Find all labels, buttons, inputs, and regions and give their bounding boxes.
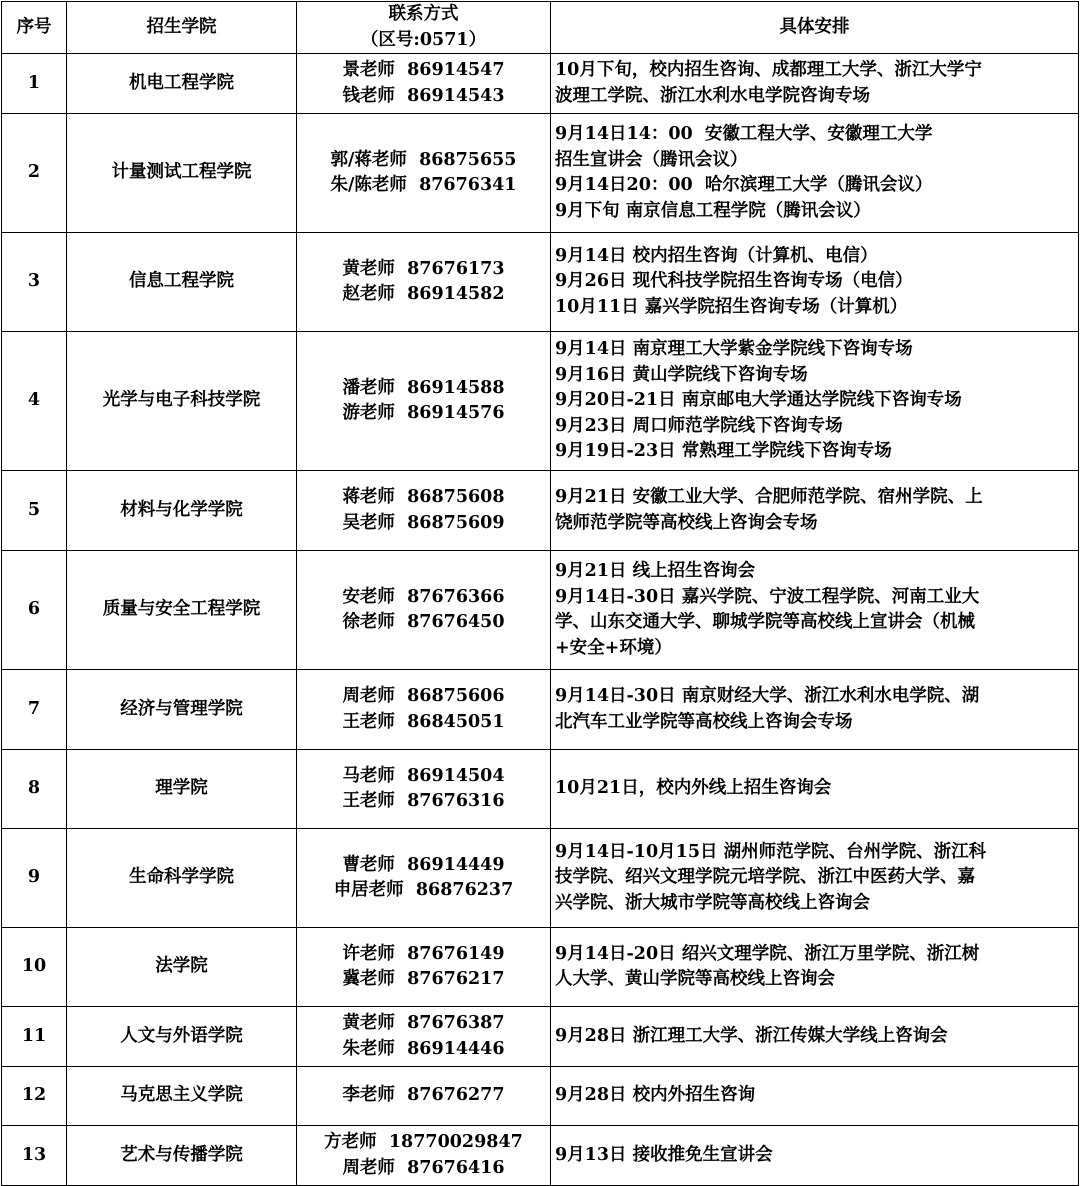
college-name: 法学院: [67, 928, 297, 1007]
college-name: 光学与电子科技学院: [67, 332, 297, 471]
table-row: [2, 471, 1079, 551]
header-row: [2, 2, 1079, 54]
plan-line: 9月14日 南京理工大学紫金学院线下咨询专场: [555, 339, 913, 360]
plan-line: 9月14日 校内招生咨询（计算机、电信）: [555, 245, 878, 266]
admissions-table: [1, 1, 1079, 1186]
plan-line: 饶师范学院等高校线上咨询会专场: [555, 512, 818, 533]
header-no: 序号: [2, 2, 67, 54]
header-contact-title: 联系方式: [388, 4, 459, 24]
contact-line: 黄老师 87676173: [342, 258, 505, 279]
row-number: 3: [2, 233, 67, 332]
college-name: 质量与安全工程学院: [67, 551, 297, 670]
contact-line: 吴老师 86875609: [342, 512, 505, 533]
table-row: [2, 750, 1079, 829]
college-name: 计量测试工程学院: [67, 114, 297, 233]
college-name: 艺术与传播学院: [67, 1126, 297, 1186]
contact-line: 马老师 86914504: [342, 765, 505, 786]
plan-line: 人大学、黄山学院等高校线上咨询会: [555, 969, 835, 989]
contact-cell: [297, 551, 551, 670]
row-number: 7: [2, 670, 67, 750]
table-row: [2, 551, 1079, 670]
plan-line: 波理工学院、浙江水利水电学院咨询专场: [555, 85, 870, 106]
contact-line: 周老师 87676416: [342, 1157, 505, 1178]
plan-line: 10月11日 嘉兴学院招生咨询专场（计算机）: [555, 296, 908, 317]
row-number: 10: [2, 928, 67, 1007]
contact-line: 赵老师 86914582: [342, 284, 505, 304]
plan-line: 9月14日14：00 安徽工程大学、安徽理工大学: [555, 124, 933, 144]
contact-cell: [297, 750, 551, 829]
header-college: 招生学院: [67, 2, 297, 54]
table-row: [2, 1007, 1079, 1067]
contact-cell: [297, 332, 551, 471]
plan-line: 9月21日 安徽工业大学、合肥师范学院、宿州学院、上: [555, 487, 983, 507]
contact-line: 景老师 86914547: [342, 60, 505, 80]
plan-line: 9月20日-21日 南京邮电大学通达学院线下咨询专场: [555, 390, 962, 411]
plan-line: 9月14日-20日 绍兴文理学院、浙江万里学院、浙江树: [555, 943, 980, 964]
contact-line: 方老师 18770029847: [324, 1132, 523, 1152]
plan-cell: [551, 1007, 1079, 1067]
plan-line: 9月14日-10月15日 湖州师范学院、台州学院、浙江科: [555, 841, 987, 862]
row-number: 8: [2, 750, 67, 829]
row-number: 2: [2, 114, 67, 233]
row-number: 12: [2, 1067, 67, 1126]
table-row: [2, 1126, 1079, 1186]
college-name: 马克思主义学院: [67, 1067, 297, 1126]
plan-line: +安全+环境）: [555, 637, 672, 658]
college-name: 理学院: [67, 750, 297, 829]
header-contact: [297, 2, 551, 54]
plan-cell: [551, 750, 1079, 829]
contact-cell: [297, 54, 551, 114]
college-name: 信息工程学院: [67, 233, 297, 332]
plan-cell: [551, 54, 1079, 114]
contact-cell: [297, 829, 551, 928]
contact-cell: [297, 233, 551, 332]
college-name: 人文与外语学院: [67, 1007, 297, 1067]
row-number: 1: [2, 54, 67, 114]
contact-line: 申居老师 86876237: [333, 880, 514, 900]
row-number: 13: [2, 1126, 67, 1186]
plan-cell: [551, 829, 1079, 928]
plan-cell: [551, 471, 1079, 551]
plan-line: 9月23日 周口师范学院线下咨询专场: [555, 415, 843, 436]
table-row: [2, 829, 1079, 928]
contact-line: 郭/蒋老师 86875655: [330, 149, 517, 170]
contact-line: 蒋老师 86875608: [342, 487, 505, 507]
plan-line: 兴学院、浙大城市学院等高校线上咨询会: [555, 892, 870, 913]
row-number: 11: [2, 1007, 67, 1067]
table-row: [2, 928, 1079, 1007]
plan-cell: [551, 114, 1079, 233]
contact-line: 潘老师 86914588: [342, 377, 505, 398]
contact-cell: [297, 928, 551, 1007]
plan-line: 9月28日 浙江理工大学、浙江传媒大学线上咨询会: [555, 1025, 948, 1046]
contact-cell: [297, 114, 551, 233]
contact-line: 黄老师 87676387: [342, 1013, 505, 1033]
contact-line: 曹老师 86914449: [342, 854, 505, 875]
plan-line: 9月13日 接收推免生宣讲会: [555, 1144, 773, 1165]
contact-line: 朱/陈老师 87676341: [330, 175, 517, 195]
plan-line: 10月21日，校内外线上招生咨询会: [555, 778, 832, 799]
plan-line: 学、山东交通大学、聊城学院等高校线上宣讲会（机械: [555, 612, 975, 632]
college-name: 经济与管理学院: [67, 670, 297, 750]
contact-line: 游老师 86914576: [342, 403, 505, 423]
contact-cell: [297, 1067, 551, 1126]
row-number: 5: [2, 471, 67, 551]
row-number: 6: [2, 551, 67, 670]
plan-line: 10月下旬，校内招生咨询、成都理工大学、浙江大学宁: [555, 60, 982, 80]
plan-line: 9月14日-30日 南京财经大学、浙江水利水电学院、湖: [555, 686, 980, 706]
plan-cell: [551, 332, 1079, 471]
plan-line: 9月14日-30日 嘉兴学院、宁波工程学院、河南工业大: [555, 586, 980, 607]
contact-cell: [297, 1126, 551, 1186]
contact-line: 冀老师 87676217: [342, 969, 505, 989]
plan-line: 9月21日 线上招生咨询会: [555, 561, 756, 581]
header-contact-areacode: （区号:0571）: [360, 29, 487, 50]
plan-line: 9月下旬 南京信息工程学院（腾讯会议）: [555, 200, 871, 221]
plan-cell: [551, 233, 1079, 332]
contact-line: 李老师 87676277: [342, 1085, 505, 1106]
table-row: [2, 54, 1079, 114]
plan-line: 9月26日 现代科技学院招生咨询专场（电信）: [555, 271, 913, 292]
contact-line: 周老师 86875606: [342, 686, 505, 706]
contact-cell: [297, 471, 551, 551]
row-number: 9: [2, 829, 67, 928]
plan-line: 9月16日 黄山学院线下咨询专场: [555, 364, 808, 385]
table-row: [2, 332, 1079, 471]
contact-line: 钱老师 86914543: [342, 85, 505, 106]
plan-line: 技学院、绍兴文理学院元培学院、浙江中医药大学、嘉: [555, 867, 975, 888]
contact-cell: [297, 1007, 551, 1067]
contact-cell: [297, 670, 551, 750]
contact-line: 安老师 87676366: [342, 586, 505, 607]
plan-line: 9月19日-23日 常熟理工学院线下咨询专场: [555, 441, 892, 462]
college-name: 生命科学学院: [67, 829, 297, 928]
plan-line: 北汽车工业学院等高校线上咨询会专场: [555, 711, 853, 732]
plan-cell: [551, 928, 1079, 1007]
contact-line: 王老师 86845051: [342, 711, 505, 732]
contact-line: 王老师 87676316: [342, 791, 505, 811]
contact-line: 朱老师 86914446: [342, 1038, 505, 1059]
plan-cell: [551, 1067, 1079, 1126]
table-row: [2, 114, 1079, 233]
plan-line: 9月14日20：00 哈尔滨理工大学（腾讯会议）: [555, 175, 933, 195]
table-row: [2, 670, 1079, 750]
plan-line: 9月28日 校内外招生咨询: [555, 1085, 756, 1106]
plan-cell: [551, 1126, 1079, 1186]
table-row: [2, 233, 1079, 332]
plan-cell: [551, 551, 1079, 670]
header-plan: 具体安排: [551, 2, 1079, 54]
row-number: 4: [2, 332, 67, 471]
college-name: 机电工程学院: [67, 54, 297, 114]
plan-cell: [551, 670, 1079, 750]
plan-line: 招生宣讲会（腾讯会议）: [555, 149, 748, 170]
contact-line: 徐老师 87676450: [342, 612, 505, 632]
college-name: 材料与化学学院: [67, 471, 297, 551]
table-row: [2, 1067, 1079, 1126]
contact-line: 许老师 87676149: [342, 943, 505, 964]
